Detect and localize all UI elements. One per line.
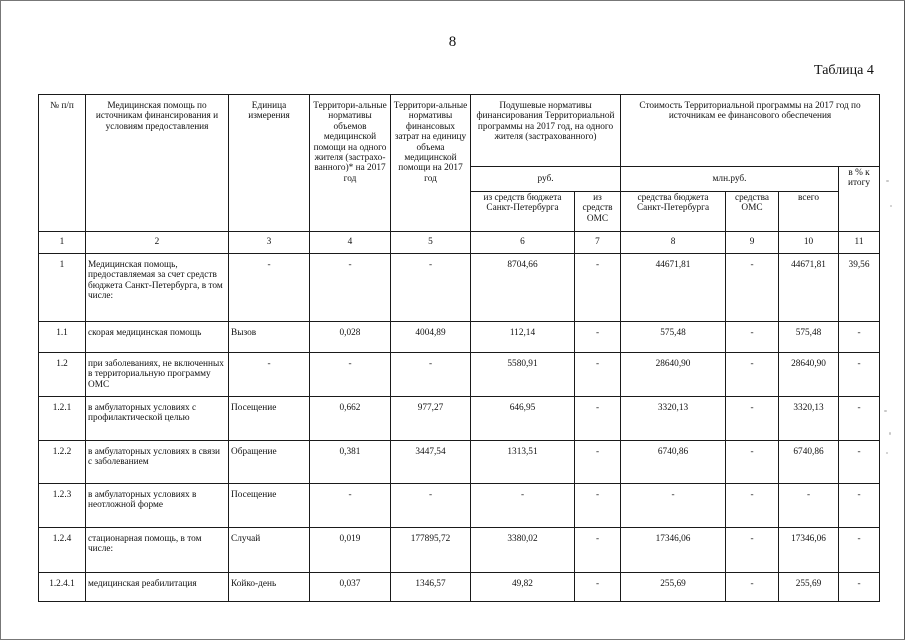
header-budget-spb: из средств бюджета Санкт-Петербурга <box>471 192 575 232</box>
row-value: - <box>726 322 779 353</box>
row-value: - <box>839 353 880 397</box>
row-value: 0,019 <box>310 528 391 573</box>
row-number: 1 <box>39 254 86 322</box>
row-number: 1.2 <box>39 353 86 397</box>
row-value: 1313,51 <box>471 441 575 484</box>
row-label: скорая медицинская помощь <box>86 322 229 353</box>
header-unit-rub: руб. <box>471 167 621 192</box>
table-row <box>39 441 880 484</box>
row-value: - <box>839 441 880 484</box>
row-value: 44671,81 <box>621 254 726 322</box>
row-value: - <box>726 397 779 441</box>
row-value: - <box>575 441 621 484</box>
row-value: - <box>310 484 391 528</box>
row-number: 1.2.3 <box>39 484 86 528</box>
column-number: 1 <box>39 232 86 254</box>
header-col-care-type: Медицинская помощь по источникам финансирования и условиям предоставления <box>86 95 229 232</box>
column-number: 7 <box>575 232 621 254</box>
header-row-1 <box>39 95 880 167</box>
row-number: 1.2.4.1 <box>39 573 86 602</box>
header-group-cost: Стоимость Территориальной программы на 2017 год по источникам ее финансового обеспечения <box>621 95 880 167</box>
header-col-cost-norm: Территори-альные нормативы финансовых затрат на единицу объема медицинской помощи на 2017 год <box>391 95 471 232</box>
row-value: 255,69 <box>621 573 726 602</box>
header-total: всего <box>779 192 839 232</box>
row-unit: Случай <box>229 528 310 573</box>
row-value: 0,662 <box>310 397 391 441</box>
column-number: 4 <box>310 232 391 254</box>
row-value: - <box>391 353 471 397</box>
column-number: 11 <box>839 232 880 254</box>
row-value: 6740,86 <box>779 441 839 484</box>
row-value: - <box>575 484 621 528</box>
row-number: 1.2.2 <box>39 441 86 484</box>
scan-noise <box>886 180 889 182</box>
row-value: - <box>839 484 880 528</box>
row-value: 44671,81 <box>779 254 839 322</box>
row-unit: Койко-день <box>229 573 310 602</box>
header-col-volume-norm: Территори-альные нормативы объемов медицинской помощи на одного жителя (застрахо-ванного)* на 2017 год <box>310 95 391 232</box>
row-value: - <box>575 353 621 397</box>
row-value: - <box>575 397 621 441</box>
row-value: 5580,91 <box>471 353 575 397</box>
row-value: - <box>575 254 621 322</box>
row-value: - <box>726 441 779 484</box>
row-value: 1346,57 <box>391 573 471 602</box>
row-value: 4004,89 <box>391 322 471 353</box>
header-budget-funds: средства бюджета Санкт-Петербурга <box>621 192 726 232</box>
row-number: 1.2.4 <box>39 528 86 573</box>
table-row <box>39 353 880 397</box>
header-col-unit: Единица измерения <box>229 95 310 232</box>
row-value: - <box>726 573 779 602</box>
column-number: 3 <box>229 232 310 254</box>
row-value: - <box>839 322 880 353</box>
row-unit: - <box>229 353 310 397</box>
row-value: 575,48 <box>621 322 726 353</box>
row-number: 1.1 <box>39 322 86 353</box>
row-value: 6740,86 <box>621 441 726 484</box>
row-unit: Вызов <box>229 322 310 353</box>
row-value: - <box>575 322 621 353</box>
row-value: - <box>839 528 880 573</box>
row-value: 3320,13 <box>621 397 726 441</box>
row-value: 39,56 <box>839 254 880 322</box>
header-oms-funds: средства ОМС <box>726 192 779 232</box>
row-value: 0,028 <box>310 322 391 353</box>
row-value: 17346,06 <box>621 528 726 573</box>
row-value: - <box>726 254 779 322</box>
row-value: - <box>471 484 575 528</box>
scan-noise <box>884 410 887 412</box>
table-row <box>39 254 880 322</box>
row-value: 17346,06 <box>779 528 839 573</box>
row-value: 28640,90 <box>621 353 726 397</box>
row-value: - <box>621 484 726 528</box>
row-value: 28640,90 <box>779 353 839 397</box>
scan-noise <box>886 452 888 454</box>
table-row <box>39 528 880 573</box>
row-value: 0,037 <box>310 573 391 602</box>
financing-table <box>38 94 880 602</box>
column-number-row <box>39 232 880 254</box>
header-percent: в % к итогу <box>839 167 880 232</box>
row-value: 177895,72 <box>391 528 471 573</box>
row-value: 646,95 <box>471 397 575 441</box>
row-value: - <box>391 484 471 528</box>
row-value: - <box>391 254 471 322</box>
row-value: - <box>726 353 779 397</box>
row-value: 8704,66 <box>471 254 575 322</box>
table-caption: Таблица 4 <box>814 63 874 78</box>
header-oms-from: из средств ОМС <box>575 192 621 232</box>
row-label: в амбулаторных условиях в неотложной форме <box>86 484 229 528</box>
column-number: 9 <box>726 232 779 254</box>
column-number: 2 <box>86 232 229 254</box>
column-number: 6 <box>471 232 575 254</box>
row-unit: Посещение <box>229 397 310 441</box>
row-label: медицинская реабилитация <box>86 573 229 602</box>
row-value: 3447,54 <box>391 441 471 484</box>
column-number: 5 <box>391 232 471 254</box>
row-value: - <box>726 528 779 573</box>
row-label: при заболеваниях, не включенных в территориальную программу ОМС <box>86 353 229 397</box>
row-value: 0,381 <box>310 441 391 484</box>
row-label: Медицинская помощь, предоставляемая за счет средств бюджета Санкт-Петербурга, в том числе: <box>86 254 229 322</box>
row-value: - <box>839 397 880 441</box>
row-unit: Посещение <box>229 484 310 528</box>
row-value: - <box>575 528 621 573</box>
row-number: 1.2.1 <box>39 397 86 441</box>
row-unit: - <box>229 254 310 322</box>
row-value: 3380,02 <box>471 528 575 573</box>
row-value: 575,48 <box>779 322 839 353</box>
row-label: в амбулаторных условиях в связи с заболеванием <box>86 441 229 484</box>
column-number: 8 <box>621 232 726 254</box>
row-value: - <box>779 484 839 528</box>
table-row <box>39 322 880 353</box>
header-group-percapita: Подушевые нормативы финансирования Территориальной программы на 2017 год, на одного жителя (застрахованного) <box>471 95 621 167</box>
header-unit-mln: млн.руб. <box>621 167 839 192</box>
row-value: - <box>839 573 880 602</box>
row-unit: Обращение <box>229 441 310 484</box>
row-value: - <box>726 484 779 528</box>
row-label: в амбулаторных условиях с профилактической целью <box>86 397 229 441</box>
table-row <box>39 484 880 528</box>
row-label: стационарная помощь, в том числе: <box>86 528 229 573</box>
scan-noise <box>890 205 892 207</box>
table-row <box>39 397 880 441</box>
row-value: 3320,13 <box>779 397 839 441</box>
scan-noise <box>889 432 891 435</box>
page-number: 8 <box>448 34 457 50</box>
row-value: - <box>310 254 391 322</box>
row-value: - <box>310 353 391 397</box>
row-value: 49,82 <box>471 573 575 602</box>
row-value: - <box>575 573 621 602</box>
row-value: 977,27 <box>391 397 471 441</box>
column-number: 10 <box>779 232 839 254</box>
row-value: 255,69 <box>779 573 839 602</box>
table-row <box>39 573 880 602</box>
row-value: 112,14 <box>471 322 575 353</box>
header-col-number: № п/п <box>39 95 86 232</box>
